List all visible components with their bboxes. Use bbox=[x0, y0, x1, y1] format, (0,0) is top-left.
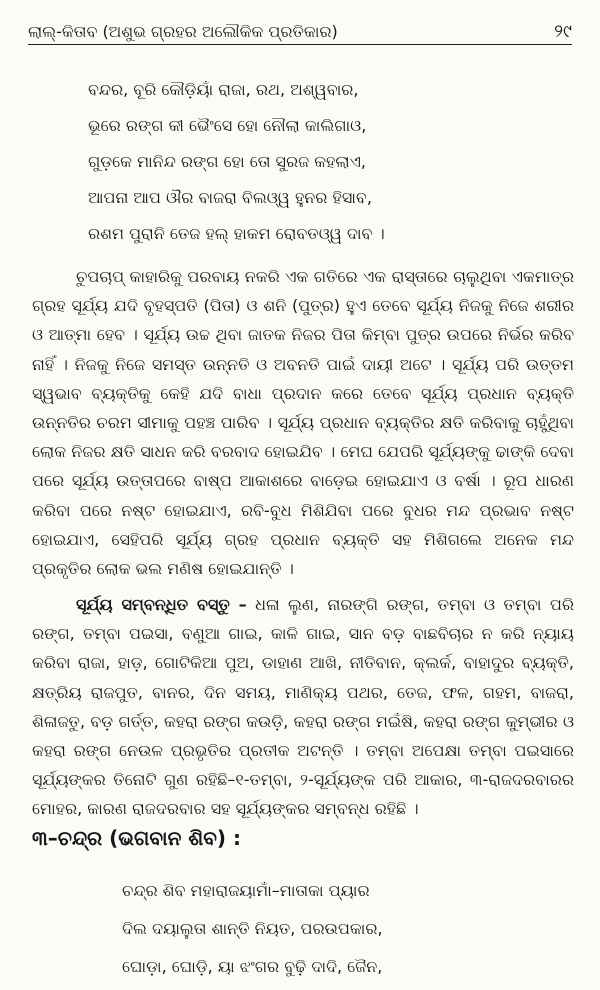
verse-line: ଘୋଡ଼ା, ଘୋଡ଼ି, ୟା ଝଂଗର ବୁଢ଼ି ଦାଦି, ଜୈନ, bbox=[122, 957, 383, 976]
header-divider bbox=[28, 44, 572, 45]
page-number: ୨୯ bbox=[554, 21, 572, 42]
paragraph-text bbox=[32, 590, 574, 824]
paragraph-sun-related-items bbox=[32, 590, 574, 824]
verse-line: ଚନ୍ଦ୍ର ଶିବ ମହାରାଜୟାମାଁ–ମାତାକା ପ୍ୟାର bbox=[122, 881, 370, 900]
verse-line: ଆପନା ଆପ ଔର ବାଜରା ବିଲଓ୍ୱ ହୁନର ହିସାବ, bbox=[88, 188, 372, 207]
book-title: ଲାଲ୍-କିତାବ (ଅଶୁଭ ଗ୍ରହର ଅଲୌକିକ ପ୍ରତିକାର) bbox=[28, 22, 338, 41]
verse-line: ଗୁଡ଼କେ ମାନିନ୍ଦ ରଙ୍ଗ ହୋ ତୋ ସୁରଜ କହଲାଏ, bbox=[88, 152, 366, 171]
paragraph-body: ଧଳା ଲୁଣ, ନାରଙ୍ଗି ରଙ୍ଗ, ତମ୍ବା ଓ ତମ୍ବା ପରି ରଙ୍ଗ, ତମ୍ବା ପଇସା, ବଣୁଆ ଗାଇ, କାଳି ଗାଇ, ସାନ ବଡ଼ ବାଛବିଚାର ନ କରି ନ୍ୟାୟ କରିବା ରାଜା, ହାଡ଼, ଗୋଟିକିଆ ପୁଅ, ଡାହାଣ ଆଖି, ନୀତିବାନ, କ୍ଲର୍କ, ବାହାଦୁର ବ୍ୟକ୍ତି, କ୍ଷତ୍ରିୟ ରାଜପୁତ, ବାନର, ଦିନ ସମୟ, ମାଣିକ୍ୟ ପଥର, ତେଜ, ଫଳ, ଗହମ, ବାଜରା, ଶିଳାଜତୁ, ବଡ଼ ଗର୍ତ୍ତ, କହରା ରଙ୍ଗ କଉଡ଼ି, କହରା ରଙ୍ଗ ମଇଁଷି, କହରା ରଙ୍ଗ କୁମ୍ଭୀର ଓ କହରା ରଙ୍ଗ ନେଉଳ ପ୍ରଭୃତିର ପ୍ରତୀକ ଅଟନ୍ତି । ତମ୍ବା ଅପେକ୍ଷା ତମ୍ବା ପଇସାରେ ସୂର୍ଯ୍ୟଙ୍କର ତିନୋଟି ଗୁଣ ରହିଛି–୧-ତମ୍ବା, ୨-ସୂର୍ଯ୍ୟଙ୍କ ପରି ଆକାର, ୩-ରାଜଦରବାରର ମୋହର, କାରଣ ରାଜଦରବାର ସହ ସୂର୍ଯ୍ୟଙ୍କର ସମ୍ବନ୍ଧ ରହିଛି । bbox=[32, 595, 574, 819]
verse-line: ଭୂରେ ରଙ୍ଗ କୀ ଭୈଂସେ ହୋ ନୌଲା କାଲିଗାଓ, bbox=[88, 116, 367, 135]
paragraph-lead: ସୂର୍ଯ୍ୟ ସମ୍ବନ୍ଧିତ ବସ୍ତୁ – bbox=[76, 595, 247, 614]
verse-block-bottom bbox=[122, 872, 580, 986]
section-heading-moon: ୩–ଚନ୍ଦ୍ର (ଭଗବାନ ଶିବ) : bbox=[32, 826, 241, 850]
verse-block-top bbox=[88, 72, 580, 252]
running-header bbox=[28, 16, 572, 42]
paragraph-text: ଚୁପଚାପ୍ କାହାରିକୁ ପରବାୟ ନକରି ଏକ ଗତିରେ ଏକ ରାସ୍ତାରେ ଚାଲୁଥିବା ଏକମାତ୍ର ଗ୍ରହ ସୂର୍ଯ୍ୟ ଯଦି ବୃହସ୍ପତି (ପିତା) ଓ ଶନି (ପୁତ୍ର) ହୁଏ ତେବେ ସୂର୍ଯ୍ୟ ନିଜକୁ ନିଜେ ଶରୀର ଓ ଆତ୍ମା ହେବ । ସୂର୍ଯ୍ୟ ଉଚ୍ଚ ଥିବା ଜାତକ ନିଜର ପିତା କିମ୍ବା ପୁତ୍ର ଉପରେ ନିର୍ଭର କରିବ ନାହିଁ । ନିଜକୁ ନିଜେ ସମସ୍ତ ଉନ୍ନତି ଓ ଅବନତି ପାଇଁ ଦାୟୀ ଅଟେ । ସୂର୍ଯ୍ୟ ପରି ଉତ୍ତମ ସ୍ୱଭାବ ବ୍ୟକ୍ତିକୁ କେହି ଯଦି ବାଧା ପ୍ରଦାନ କରେ ତେବେ ସୂର୍ଯ୍ୟ ପ୍ରଧାନ ବ୍ୟକ୍ତି ଉନ୍ନତିର ଚରମ ସୀମାକୁ ପହଞ୍ଚ ପାରିବ । ସୂର୍ଯ୍ୟ ପ୍ରଧାନ ବ୍ୟକ୍ତିର କ୍ଷତି କରିବାକୁ ଚାହୁଁଥିବା ଲୋକ ନିଜର କ୍ଷତି ସାଧନ କରି ବରବାଦ ହୋଇଯିବ । ମେଘ ଯେପରି ସୂର୍ଯ୍ୟଙ୍କୁ ଢାଙ୍କି ଦେବା ପରେ ସୂର୍ଯ୍ୟ ଉତ୍ତାପରେ ବାଷ୍ପ ଆକାଶରେ ବାଡ଼େଇ ହୋଇଯାଏ ଓ ବର୍ଷା । ରୂପ ଧାରଣ କରିବା ପରେ ନଷ୍ଟ ହୋଇଯାଏ, ରବି-ବୁଧ ମିଶିଯିବା ପରେ ବୁଧର ମନ୍ଦ ପ୍ରଭାବ ନଷ୍ଟ ହୋଇଯାଏ, ସେହିପରି ସୂର୍ଯ୍ୟ ଗ୍ରହ ପ୍ରଧାନ ବ୍ୟକ୍ତି ସହ ମିଶିଗଲେ ଅନେକ ମନ୍ଦ ପ୍ରକୃତିର ଲୋକ ଭଲ ମଣିଷ ହୋଇଯାନ୍ତି । bbox=[32, 267, 574, 579]
verse-line: ଦିଲ ଦୟାଲୁତା ଶାନ୍ତି ନିୟତ, ପରଉପକାର, bbox=[122, 919, 383, 938]
verse-line: ବନ୍ଦର, ବୂରି କୌଡ଼ିୟାଁ ରାଜା, ରଥ, ଅଶ୍ୱବାର, bbox=[88, 80, 359, 99]
paragraph-sun-nature bbox=[32, 262, 574, 583]
verse-line: ରଶମ ପୁରାନି ତେଜ ହଲ୍ ହାକମ ରୋବତଓ୍ୱ ଦାବ । bbox=[88, 224, 385, 243]
